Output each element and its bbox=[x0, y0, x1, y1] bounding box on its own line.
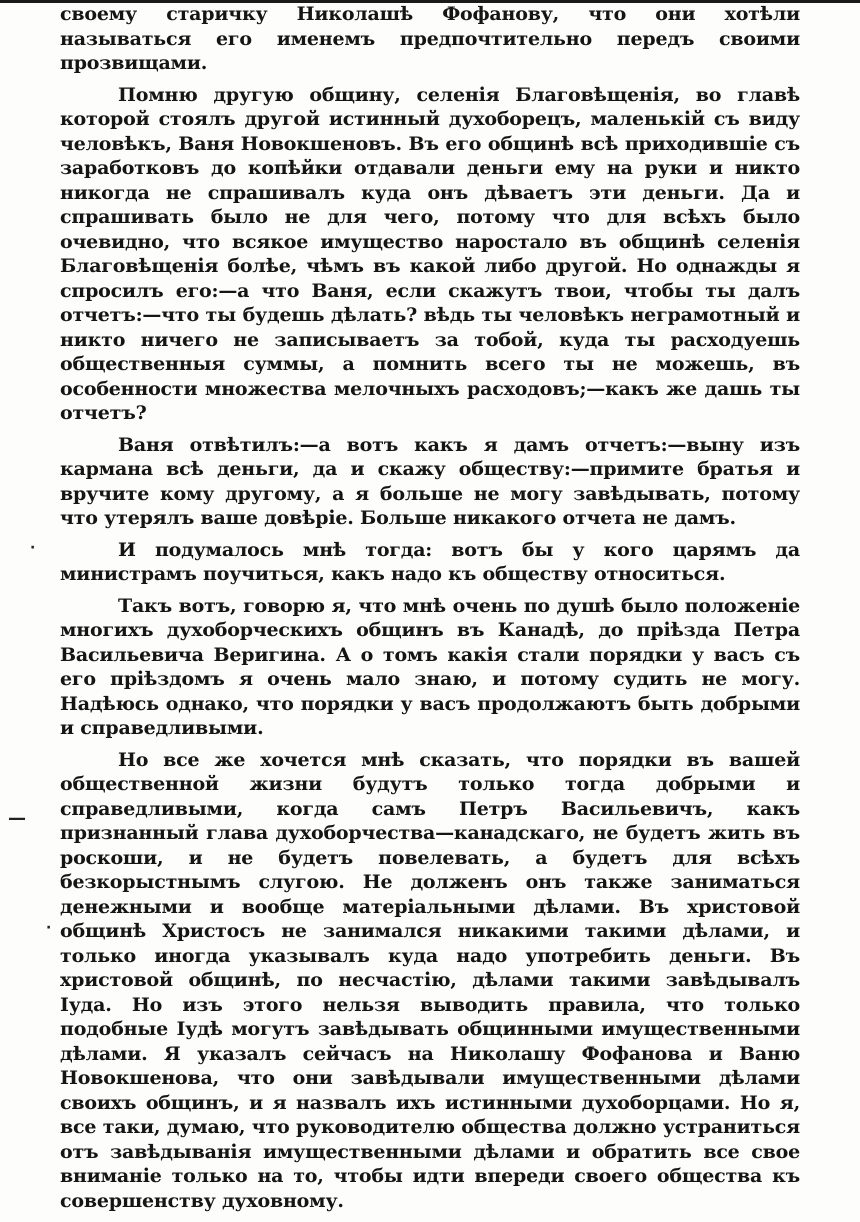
paragraph: И подумалось мнѣ тогда: вотъ бы у кого царямъ да министрамъ поучиться, какъ надо къ обществу относиться. bbox=[60, 538, 800, 585]
margin-dash-mark: — bbox=[8, 808, 26, 829]
margin-dot-mark: · bbox=[30, 540, 36, 556]
paragraph: Но все же хочется мнѣ сказать, что порядки въ вашей общественной жизни будутъ только тогда добрыми и справедливыми, когда самъ Петръ Васильевичъ, какъ признанный глава духоборчества—канадскаго, не будетъ жить въ роскоши, и не будетъ повелевать, а будетъ для всѣхъ безкорыстнымъ слугою. Не долженъ онъ также заниматься денежными и вообще матеріальными дѣлами. Въ христовой общинѣ Христосъ не занимался никакими такими дѣлами, и только иногда указывалъ куда надо употребить деньги. Въ христовой общинѣ, по несчастію, дѣлами такими завѣдывалъ Іуда. Но изъ этого нельзя выводить правила, что только подобные Іудѣ могутъ завѣдывать общинными имущественными дѣлами. Я указалъ сейчасъ на Николашу Фофанова и Ваню Новокшенова, что они завѣдывали имущественными дѣлами своихъ общинъ, и я назвалъ ихъ истинными духоборцами. Но я, все таки, думаю, что руководителю общества должно устраниться отъ завѣдыванія имущественными дѣлами и обратить все свое вниманіе только на то, чтобы идти впереди своего общества къ совершенству духовному. bbox=[60, 748, 800, 1212]
paragraph: Помню другую общину, селенія Благовѣщенія, во главѣ которой стоялъ другой истинный духоборецъ, маленькій съ виду человѣкъ, Ваня Новокшеновъ. Въ его общинѣ всѣ приходившіе съ заработковъ до копѣйки отдавали деньги ему на руки и никто никогда не спрашивалъ куда онъ дѣваетъ эти деньги. Да и спрашивать было не для чего, потому что для всѣхъ было очевидно, что всякое имущество наростало въ общинѣ селенія Благовѣщенія болѣе, чѣмъ въ какой либо другой. Но однажды я спросилъ его:—а что Ваня, если скажутъ твои, чтобы ты далъ отчетъ:—что ты будешь дѣлать? вѣдь ты человѣкъ неграмотный и никто ничего не записываетъ за тобой, куда ты расходуешь общественныя суммы, а помнить всего ты не можешь, въ особенности множества мелочныхъ расходовъ;—какъ же дашь ты отчетъ? bbox=[60, 83, 800, 424]
paragraph: Ваня отвѣтилъ:—а вотъ какъ я дамъ отчетъ:—выну изъ кармана всѣ деньги, да и скажу обществу:—примите братья и вручите кому другому, а я больше не могу завѣдывать, потому что утерялъ ваше довѣріе. Больше никакого отчета не дамъ. bbox=[60, 433, 800, 529]
margin-dot-mark: · bbox=[46, 920, 52, 936]
body-text bbox=[60, 2, 800, 1220]
paragraph: Такъ вотъ, говорю я, что мнѣ очень по душѣ было положеніе многихъ духоборческихъ общинъ въ Канадѣ, до пріѣзда Петра Васильевича Веригина. А о томъ какія стали порядки у васъ съ его пріѣздомъ я очень мало знаю, и потому судить не могу. Надѣюсь однако, что порядки у васъ продолжаютъ быть добрыми и справедливыми. bbox=[60, 594, 800, 739]
paragraph-continuation: своему старичку Николашѣ Фофанову, что они хотѣли называться его именемъ предпочтительно передъ своими прозвищами. bbox=[60, 3, 800, 74]
